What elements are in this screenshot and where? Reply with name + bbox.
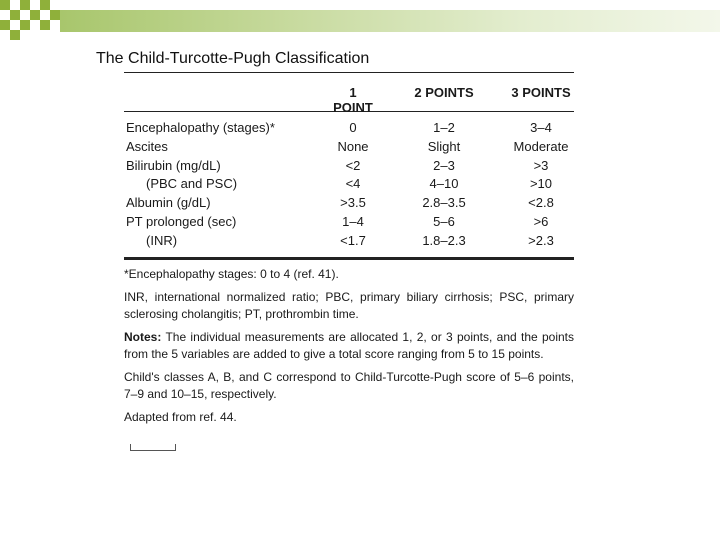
table-notes (124, 260, 574, 426)
table-row (124, 138, 574, 157)
row-label: (PBC and PSC) (146, 176, 238, 192)
classification-table (124, 72, 574, 432)
cell-1-point: <2 (345, 157, 361, 173)
cell-1-point: <4 (345, 176, 361, 192)
footnote-encephalopathy: *Encephalopathy stages: 0 to 4 (ref. 41). (124, 266, 339, 281)
table-row (124, 194, 574, 213)
scoring-note (124, 329, 574, 363)
header-2-points: 2 POINTS (414, 85, 474, 100)
cell-1-point: <1.7 (340, 232, 366, 248)
table-header (124, 73, 574, 115)
cell-1-point: None (337, 138, 369, 154)
slide-title: The Child-Turcotte-Pugh Classification (96, 50, 370, 67)
decorative-bracket (130, 444, 176, 451)
row-label: Bilirubin (mg/dL) (126, 157, 221, 173)
table-body (124, 112, 574, 257)
cell-3-points: >3 (533, 157, 549, 173)
cell-3-points: >6 (533, 213, 549, 229)
cell-2-points: Slight (427, 138, 461, 154)
row-label: Ascites (126, 138, 168, 154)
header-1-point: 1 POINT (333, 85, 373, 115)
row-label: (INR) (146, 232, 178, 248)
row-label: Albumin (g/dL) (126, 195, 211, 211)
classes-note: Child's classes A, B, and C correspond to Child-Turcotte-Pugh score of 5–6 points, 7–9 and 10–15, respectively. (124, 369, 574, 401)
table-row (124, 175, 574, 194)
cell-2-points: 1–2 (433, 120, 455, 135)
cell-3-points: >2.3 (528, 232, 554, 248)
cell-1-point: 1–4 (342, 213, 364, 229)
cell-2-points: 2.8–3.5 (422, 195, 466, 211)
cell-1-point: >3.5 (340, 195, 366, 211)
source-note: Adapted from ref. 44. (124, 409, 237, 424)
cell-2-points: 5–6 (433, 213, 455, 229)
row-label: PT prolonged (sec) (126, 213, 237, 229)
cell-3-points: >10 (529, 176, 553, 192)
cell-2-points: 4–10 (429, 176, 459, 192)
table-row (124, 119, 574, 138)
table-row (124, 232, 574, 251)
table-row (124, 157, 574, 176)
table-row (124, 213, 574, 232)
cell-3-points: Moderate (513, 138, 569, 154)
header-gradient-bar (60, 10, 720, 32)
cell-3-points: <2.8 (528, 195, 554, 211)
header-3-points: 3 POINTS (511, 85, 571, 100)
checker-pattern (0, 0, 60, 40)
abbreviations-note: INR, international normalized ratio; PBC, primary biliary cirrhosis; PSC, primary sclerosing cholangitis; PT, prothrombin time. (124, 289, 574, 321)
cell-1-point: 0 (349, 120, 357, 135)
decorative-header (0, 0, 720, 40)
cell-2-points: 2–3 (433, 157, 455, 173)
cell-3-points: 3–4 (530, 120, 552, 135)
cell-2-points: 1.8–2.3 (422, 232, 466, 248)
notes-text: The individual measurements are allocated 1, 2, or 3 points, and the points from the 5 variables are added to give a total score ranging from 5 to 15 points. (124, 329, 574, 361)
row-label: Encephalopathy (stages)* (126, 120, 275, 135)
notes-label: Notes: (124, 329, 162, 344)
